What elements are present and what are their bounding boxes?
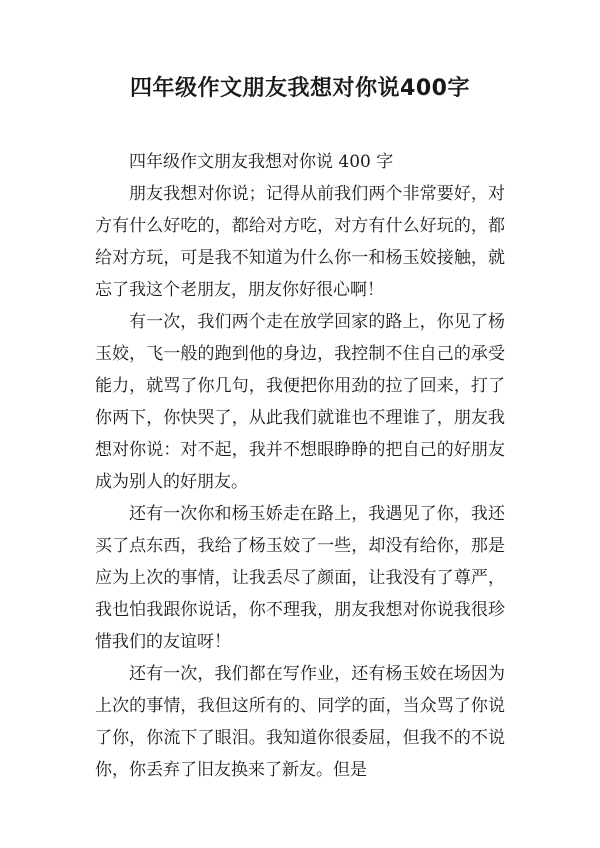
document-body <box>95 146 505 786</box>
paragraph-2: 有一次，我们两个走在放学回家的路上，你见了杨玉姣，飞一般的跑到他的身边，我控制不住自己的承受能力，就骂了你几句，我便把你用劲的拉了回来，打了你两下，你快哭了，从此我们就谁也不理谁了，朋友我想对你说：对不起，我并不想眼睁睁的把自己的好朋友成为别人的好朋友。 <box>95 312 505 492</box>
paragraph-1: 朋友我想对你说；记得从前我们两个非常要好，对方有什么好吃的，都给对方吃，对方有什么好玩的，都给对方玩，可是我不知道为什么你一和杨玉姣接触，就忘了我这个老朋友，朋友你好很心啊！ <box>95 184 505 300</box>
document-subtitle: 四年级作文朋友我想对你说 400 字 <box>129 152 394 172</box>
paragraph-4: 还有一次，我们都在写作业，还有杨玉姣在场因为上次的事情，我但这所有的、同学的面，当众骂了你说了你，你流下了眼泪。我知道你很委屈，但我不的不说你，你丢弃了旧友换来了新友。但是 <box>95 664 505 780</box>
document-title: 四年级作文朋友我想对你说400字 <box>130 76 470 101</box>
paragraph-3: 还有一次你和杨玉娇走在路上，我遇见了你，我还买了点东西，我给了杨玉姣了一些，却没有给你，那是应为上次的事情，让我丢尽了颜面，让我没有了尊严，我也怕我跟你说话，你不理我，朋友我想对你说我很珍惜我们的友谊呀！ <box>95 504 505 652</box>
